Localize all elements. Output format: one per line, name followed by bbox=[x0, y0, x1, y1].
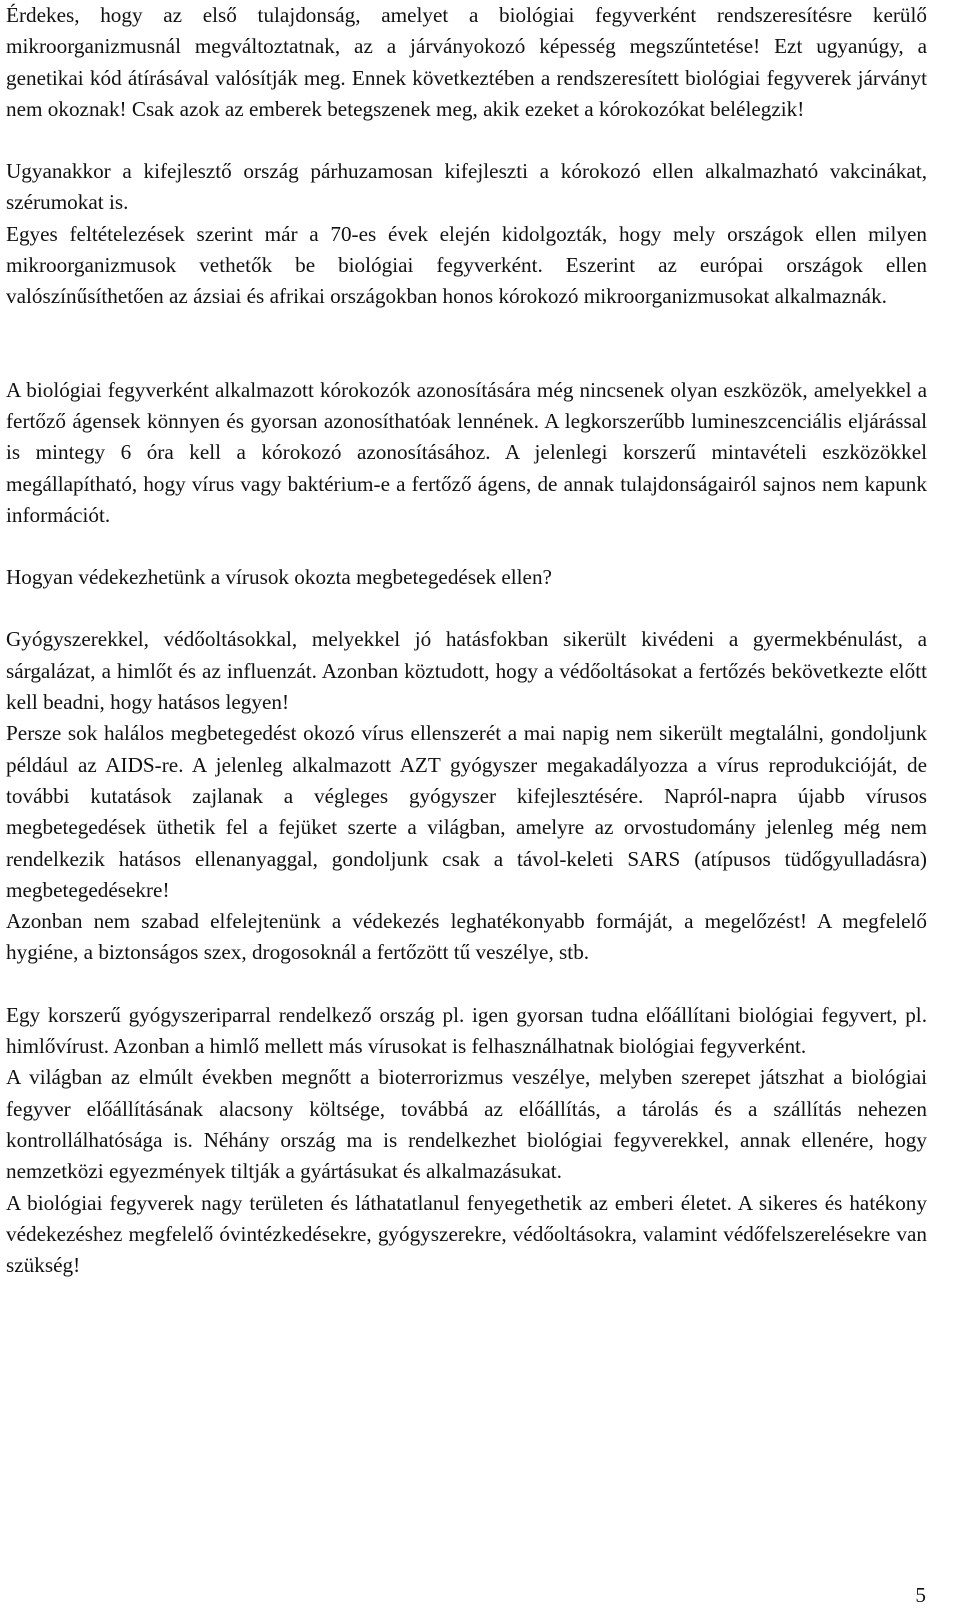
paragraph-spacer bbox=[6, 125, 927, 156]
paragraph-3: Egyes feltételezések szerint már a 70-es évek elején kidolgozták, hogy mely országok ellen milyen mikroorganizmusok vethetők be biológiai fegyverként. Eszerint az európai országok ellen valószínűsíthetően az ázsiai és afrikai országokban honos kórokozó mikroorganizmusokat alkalmaznák. bbox=[6, 221, 927, 309]
paragraph-question: Hogyan védekezhetünk a vírusok okozta megbetegedések ellen? bbox=[6, 565, 552, 590]
paragraph-spacer bbox=[6, 313, 927, 375]
paragraph-1: Érdekes, hogy az első tulajdonság, amelyet a biológiai fegyverként rendszeresítésre kerülő mikroorganizmusnál megváltoztatnak, az a járványokozó képesség megszűntetése! Ezt ugyanúgy, a genetikai kód átírásával valósítják meg. Ennek következtében a rendszeresített biológiai fegyverek járványt nem okoznak! Csak azok az emberek betegszenek meg, akik ezeket a kórokozókat belélegzik! bbox=[6, 3, 927, 121]
paragraph-spacer bbox=[6, 593, 927, 624]
page-number: 5 bbox=[915, 1583, 926, 1607]
paragraph-spacer bbox=[6, 969, 927, 1000]
document-page bbox=[6, 0, 927, 1281]
paragraph-6: Gyógyszerekkel, védőoltásokkal, melyekkel jó hatásfokban sikerült kivédeni a gyermekbénulást, a sárgalázat, a himlőt és az influenzát. Azonban köztudott, hogy a védőoltásokat a fertőzés bekövetkezte előtt kell beadni, hogy hatásos legyen! bbox=[6, 627, 927, 715]
paragraph-4: A biológiai fegyverként alkalmazott kórokozók azonosítására még nincsenek olyan eszközök, amelyekkel a fertőző ágensek könnyen és gyorsan azonosíthatóak lennének. A legkorszerűbb lumineszcenciális eljárással is mintegy 6 óra kell a kórokozó azonosításához. A jelenlegi korszerű mintavételi eszközökkel megállapítható, hogy vírus vagy baktérium-e a fertőző ágens, de annak tulajdonságairól sajnos nem kapunk információt. bbox=[6, 377, 927, 527]
paragraph-spacer bbox=[6, 531, 927, 562]
paragraph-10: A világban az elmúlt években megnőtt a bioterrorizmus veszélye, melyben szerepet játszhat a biológiai fegyver előállításának alacsony költsége, továbbá az előállítás, a tárolás és a szállítás nehezen kontrollálhatósága is. Néhány ország ma is rendelkezhet biológiai fegyverekkel, annak ellenére, hogy nemzetközi egyezmények tiltják a gyártásukat és alkalmazásukat. bbox=[6, 1065, 927, 1184]
paragraph-11: A biológiai fegyverek nagy területen és láthatatlanul fenyegethetik az emberi életet. A sikeres és hatékony védekezéshez megfelelő óvintézkedésekre, gyógyszerekre, védőoltásokra, valamint védőfelszerelésekre van szükség! bbox=[6, 1190, 927, 1278]
paragraph-2: Ugyanakkor a kifejlesztő ország párhuzamosan kifejleszti a kórokozó ellen alkalmazható vakcinákat, szérumokat is. bbox=[6, 159, 927, 215]
paragraph-8: Azonban nem szabad elfelejtenünk a védekezés leghatékonyabb formáját, a megelőzést! A megfelelő hygiéne, a biztonságos szex, drogosoknál a fertőzött tű veszélye, stb. bbox=[6, 909, 927, 965]
paragraph-9: Egy korszerű gyógyszeriparral rendelkező ország pl. igen gyorsan tudna előállítani biológiai fegyvert, pl. himlővírust. Azonban a himlő mellett más vírusokat is felhasználhatnak biológiai fegyverként. bbox=[6, 1002, 927, 1059]
paragraph-7: Persze sok halálos megbetegedést okozó vírus ellenszerét a mai napig nem sikerült megtalálni, gondoljunk például az AIDS-re. A jelenleg alkalmazott AZT gyógyszer megakadályozza a vírus reprodukcióját, de további kutatások zajlanak a végleges gyógyszer kifejlesztésére. Napról-napra újabb vírusos megbetegedések üthetik fel a fejüket szerte a világban, amelyre az orvostudomány jelenleg még nem rendelkezik hatásos ellenanyaggal, gondoljunk csak a távol-keleti SARS (atípusos tüdőgyulladásra) megbetegedésekre! bbox=[6, 721, 927, 902]
